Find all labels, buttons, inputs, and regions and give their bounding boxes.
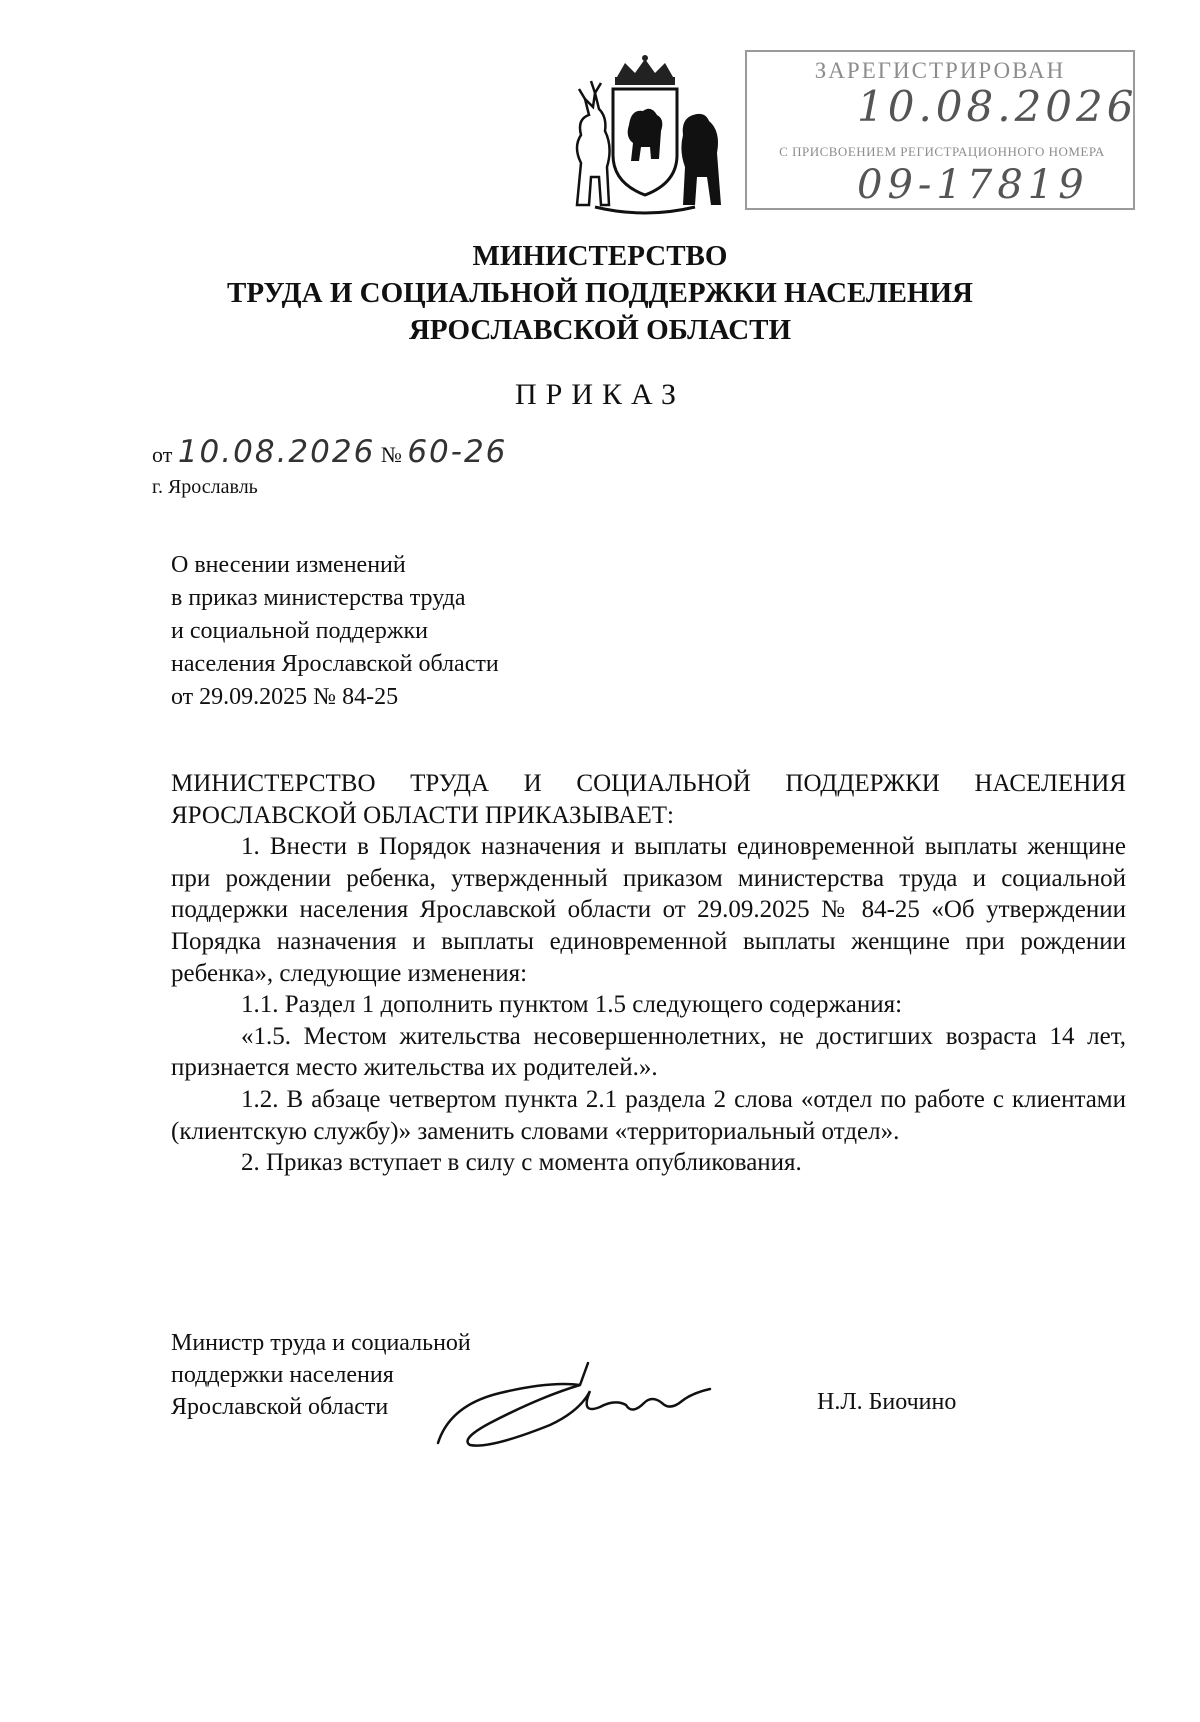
order-item-1-1-quote: «1.5. Местом жительства несовершеннолетних, не достигших возраста 14 лет, признается место жительства их родителей.». — [171, 1022, 1126, 1082]
order-number: 60-26 — [407, 434, 508, 470]
coat-of-arms-icon — [555, 55, 735, 215]
stamp-number: 09-17819 — [857, 162, 1089, 208]
stamp-registered-label: ЗАРЕГИСТРИРОВАН — [814, 58, 1066, 83]
subject-line: населения Ярославской области — [171, 651, 499, 677]
ministry-header-line: ТРУДА И СОЦИАЛЬНОЙ ПОДДЕРЖКИ НАСЕЛЕНИЯ — [227, 277, 973, 309]
stamp-date: 10.08.2026 — [857, 82, 1138, 131]
city-label: г. Ярославль — [152, 476, 258, 498]
order-intro: МИНИСТЕРСТВО ТРУДА И СОЦИАЛЬНОЙ ПОДДЕРЖКИ НАСЕЛЕНИЯ ЯРОСЛАВСКОЙ ОБЛАСТИ ПРИКАЗЫВАЕТ: — [171, 770, 1126, 829]
order-item-2: 2. Приказ вступает в силу с момента опубликования. — [241, 1149, 802, 1177]
subject-line: О внесении изменений — [171, 552, 406, 578]
signatory-title — [171, 1327, 471, 1423]
order-item-1-1: 1.1. Раздел 1 дополнить пунктом 1.5 следующего содержания: — [241, 991, 903, 1019]
signatory-title-line: Министр труда и социальной — [171, 1330, 471, 1356]
subject-line: в приказ министерства труда — [171, 585, 466, 611]
from-label: от — [152, 442, 173, 467]
document-type-title: ПРИКАЗ — [515, 378, 685, 411]
stamp-number-label: С ПРИСВОЕНИЕМ РЕГИСТРАЦИОННОГО НОМЕРА — [779, 144, 1105, 159]
order-subject — [171, 549, 499, 714]
number-label: № — [380, 442, 402, 467]
order-body — [171, 768, 1126, 1179]
order-item-1: 1. Внести в Порядок назначения и выплаты единовременной выплаты женщине при рождении ребенка, утвержденный приказом министерства труда и социальной поддержки населения Ярославской области от 29.09.2025 № 84-25 «Об утверждении Порядка назначения и выплаты единовременной выплаты женщине при рождении ребенка», следующие изменения: — [171, 833, 1126, 987]
order-date: 10.08.2026 — [177, 434, 376, 470]
signatory-title-line: Ярославской области — [171, 1394, 389, 1420]
handwritten-signature — [430, 1345, 720, 1455]
order-date-number — [152, 434, 507, 470]
order-item-1-2: 1.2. В абзаце четвертом пункта 2.1 раздела 2 слова «отдел по работе с клиентами (клиентскую службу)» заменить словами «территориальный отдел». — [171, 1085, 1126, 1145]
ministry-header — [0, 238, 1200, 349]
subject-line: и социальной поддержки — [171, 618, 428, 644]
signatory-name: Н.Л. Биочино — [817, 1389, 957, 1415]
signatory-title-line: поддержки населения — [171, 1362, 394, 1388]
registration-stamp — [745, 50, 1138, 210]
ministry-header-line: МИНИСТЕРСТВО — [472, 240, 728, 272]
subject-line: от 29.09.2025 № 84-25 — [171, 684, 399, 710]
ministry-header-line: ЯРОСЛАВСКОЙ ОБЛАСТИ — [408, 314, 792, 346]
